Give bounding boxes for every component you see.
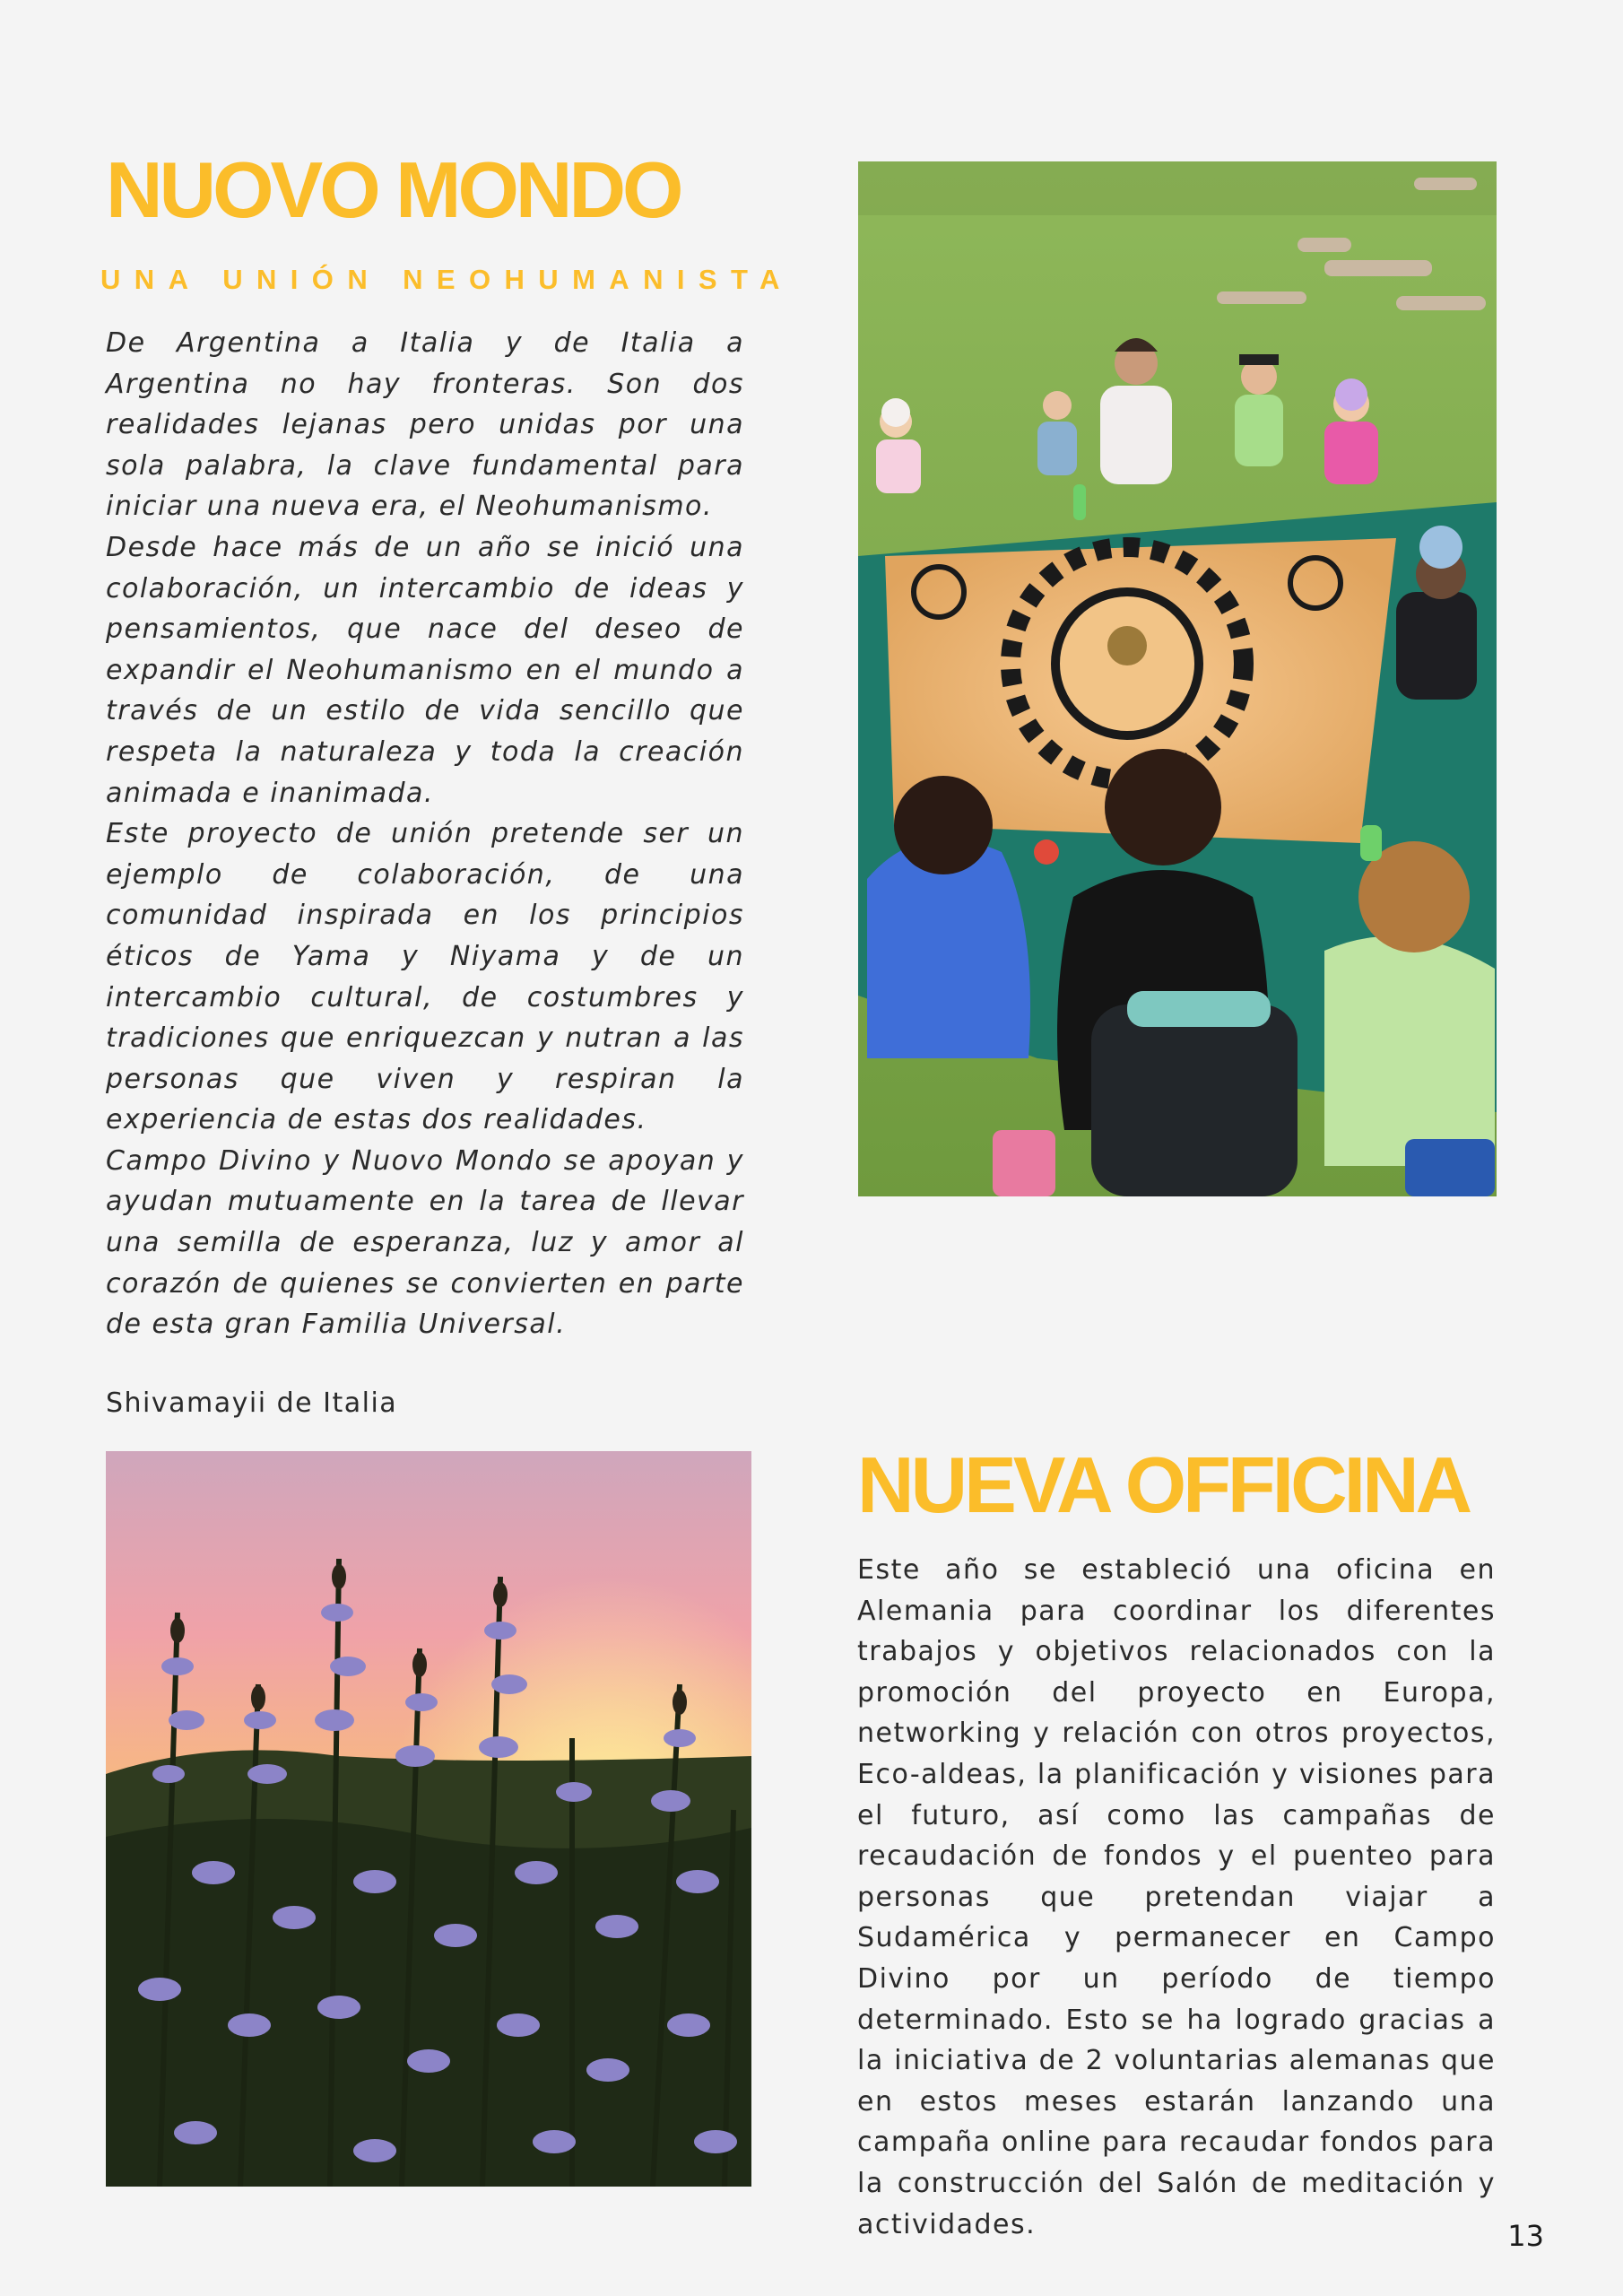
paragraph: Este año se estableció una oficina en Alemania para coordinar los diferentes trabajos y objetivos relacionados con la promoción del proyecto en Europa, networking y relación con otros proyectos, Eco-aldeas, la planificación y visiones para el futuro, así como las campañas de recaudación de fondos y el puenteo para personas que pretendan viajar a Sudamérica y permanecer en Campo Divino por un período de tiempo determinado. Esto se ha logrado gracias a la iniciativa de 2 voluntarias alemanas que en estos meses estarán lanzando una campaña online para recaudar fondos para la construcción del Salón de meditación y actividades. [857,1554,1496,2240]
paragraph: De Argentina a Italia y de Italia a Argentina no hay fronteras. Son dos realidades lejanas pero unidas por una sola palabra, la clave fundamental para iniciar una nueva era, el Neohumanismo. [106,327,744,523]
paragraph: Desde hace más de un año se inició una colaboración, un intercambio de ideas y pensamientos, que nace del deseo de expandir el Neohumanismo en el mundo a través de un estilo de vida sencillo que respeta la naturaleza y toda la creación animada e inanimada. [106,531,744,809]
section-title-nueva-officina: NUEVA OFFICINA [857,1440,1470,1529]
nueva-officina-body [857,1550,1496,2245]
nuovo-mondo-body [106,323,744,1345]
sunset-flowers-photo [106,1451,751,2187]
page-number: 13 [1507,2219,1544,2253]
section-title-nuovo-mondo: NUOVO MONDO [106,145,681,234]
author-signature: Shivamayii de Italia [106,1387,398,1419]
paragraph: Este proyecto de unión pretende ser un ejemplo de colaboración, de una comunidad inspirada en los principios éticos de Yama y Niyama y de un intercambio cultural, de costumbres y tradiciones que enriquezcan y nutran a las personas que viven y respiran la experiencia de estas dos realidades. [106,818,744,1136]
children-circle-photo [858,161,1497,1196]
section-subtitle: UNA UNIÓN NEOHUMANISTA [100,264,794,295]
paragraph: Campo Divino y Nuovo Mondo se apoyan y ayudan mutuamente en la tarea de llevar una semilla de esperanza, luz y amor al corazón de quienes se convierten en parte de esta gran Familia Universal. [106,1144,744,1341]
